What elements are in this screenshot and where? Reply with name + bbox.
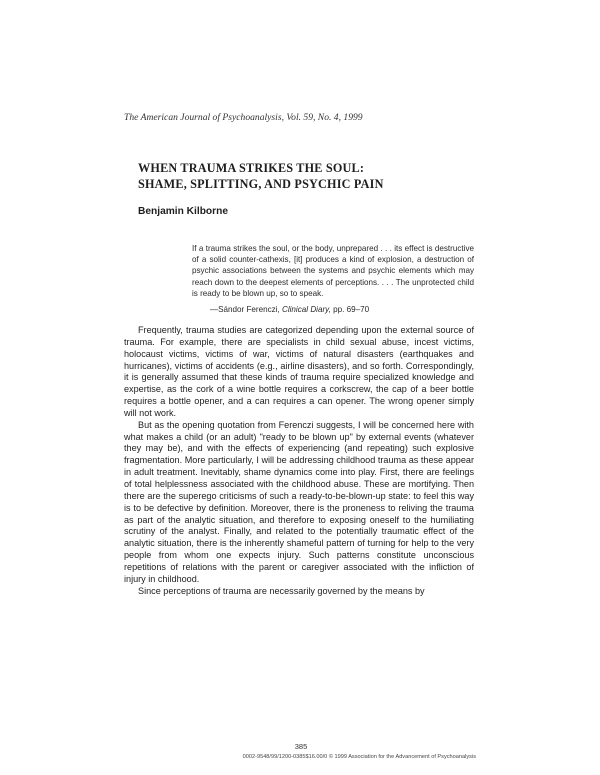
attribution-work: Clinical Diary, (281, 305, 331, 314)
body-paragraph: Since perceptions of trauma are necessarily governed by the means by (138, 585, 425, 596)
epigraph-quote: If a trauma strikes the soul, or the body, unprepared . . . its effect is destructive of a solid counter-cathexis, [it] produces a kind of explosion, a destruction of psychic associations between the systems and psychic elements which may reach down to the deepest elements of perceptions. . . . The unprotected child is ready to be blown up, so to speak. (192, 244, 474, 298)
epigraph-attribution (210, 305, 369, 314)
title-line-1: WHEN TRAUMA STRIKES THE SOUL: (138, 161, 365, 175)
body-text (124, 325, 474, 597)
title-line-2: SHAME, SPLITTING, AND PSYCHIC PAIN (138, 177, 384, 191)
author-name: Benjamin Kilborne (138, 206, 229, 217)
journal-citation: The American Journal of Psychoanalysis, Vol. 59, No. 4, 1999 (124, 112, 363, 123)
article-title (138, 160, 498, 192)
attribution-author: —Sándor Ferenczi, (210, 305, 280, 314)
page-number: 385 (294, 742, 308, 751)
attribution-pages: pp. 69–70 (333, 305, 370, 314)
body-paragraph: But as the opening quotation from Ferenczi suggests, I will be concerned here with what makes a child (or an adult) "ready to be blown up" by external events (whatever they may be), and with the effects of experiencing (and repeating) such explosive fragmentation. More particularly, I will be addressing childhood trauma as these appear in adult treatment. Inevitably, shame dynamics come into play. First, there are feelings of total helplessness associated with the childhood abuse. These are mortifying. Then there are the superego criticisms of such a ready-to-be-blown-up state: to feel this way is to be defective by definition. Moreover, there is the proneness to reliving the trauma as part of the analytic situation, and therefore to exposing oneself to the humiliating scrutiny of the analyst. Finally, and related to the potentially traumatic effect of the analytic situation, there is the inherently shameful pattern of turning for help to the very people from whom one expects injury. Such patterns constitute unconscious repetitions of relations with the parent or caregiver associated with the infliction of injury in childhood. (124, 419, 474, 584)
body-paragraph: Frequently, trauma studies are categorized depending upon the external source of trauma. For example, there are specialists in child sexual abuse, incest victims, holocaust victims, victims of war, victims of natural disasters (earthquakes and hurricanes), victims of accidents (e.g., airline disasters), and so forth. Correspondingly, it is generally assumed that these kinds of trauma require specialized knowledge and expertise, as the cork of a wine bottle requires a corkscrew, the cap of a beer bottle requires a bottle opener, and a can requires a can opener. The wrong opener simply will not work. (124, 325, 474, 418)
copyright-line: 0002-9548/99/1200-0385$16.00/0 © 1999 Association for the Advancement of Psychoanalysis (242, 754, 476, 760)
